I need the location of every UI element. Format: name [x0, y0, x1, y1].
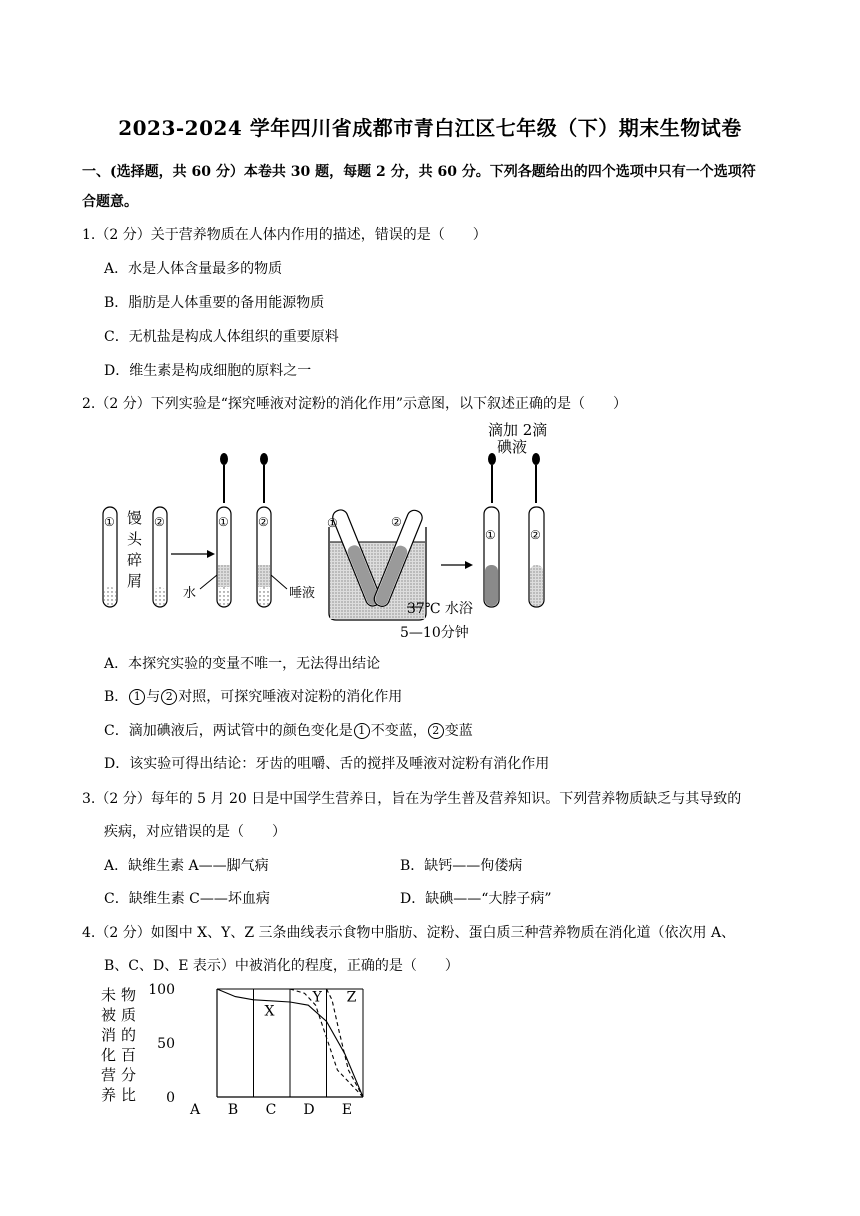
- series-z-label: Z: [346, 989, 357, 1006]
- y-tick-label: 50: [157, 1036, 175, 1052]
- question-1-option-c: C．无机盐是构成人体组织的重要原料: [104, 329, 339, 345]
- series-z-curve: [327, 989, 364, 1097]
- tube-1-label: ①: [104, 515, 115, 529]
- y-tick-label: 0: [166, 1090, 175, 1106]
- circled-1: 1: [354, 723, 370, 739]
- question-1-option-a: A．水是人体含量最多的物质: [104, 261, 283, 277]
- digestion-chart: [95, 980, 365, 1120]
- tube-2-label-b: ②: [258, 515, 269, 529]
- mantou-label-4: 屑: [127, 572, 143, 590]
- ylabel-char: 被: [101, 1006, 117, 1024]
- iodine-label-2: 碘液: [497, 438, 528, 456]
- tube-1-final: [484, 507, 499, 607]
- page-title: 2023-2024 学年四川省成都市青白江区七年级（下）期末生物试卷: [118, 116, 742, 140]
- question-3-stem: 3.（2 分）每年的 5 月 20 日是中国学生营养日，旨在为学生普及营养知识。下列营养物质缺乏与其导致的: [82, 791, 742, 807]
- section-heading-cont: 合题意。: [82, 194, 138, 210]
- x-category-label: B: [227, 1102, 239, 1118]
- question-3-stem-cont: 疾病，对应错误的是（ ）: [104, 824, 286, 840]
- tube-1-label-b: ①: [218, 515, 229, 529]
- ylabel-char: 养: [101, 1086, 117, 1104]
- question-2-option-a: A．本探究实验的变量不唯一，无法得出结论: [104, 656, 381, 672]
- x-category-label: D: [303, 1102, 315, 1118]
- arrow-1-head: [207, 550, 215, 558]
- water-label: 水: [183, 586, 197, 601]
- ylabel-char: 百: [121, 1046, 137, 1064]
- bath-temp-label: 37℃ 水浴: [407, 601, 473, 617]
- dropper-2: [260, 453, 268, 503]
- circled-2: 2: [428, 723, 444, 739]
- circled-1: 1: [129, 689, 145, 705]
- ylabel-char: 质: [121, 1006, 137, 1024]
- bath-time-label: 5—10分钟: [400, 625, 469, 641]
- question-4-stem-cont: B、C、D、E 表示）中被消化的程度，正确的是（ ）: [104, 958, 459, 974]
- ylabel-char: 未: [101, 986, 117, 1004]
- question-3-option-a: A．缺维生素 A——脚气病: [104, 858, 269, 874]
- question-2-option-c: C．滴加碘液后，两试管中的颜色变化是 1 不变蓝， 2 变蓝: [104, 723, 473, 739]
- ylabel-char: 分: [121, 1066, 137, 1084]
- x-category-label: E: [341, 1102, 353, 1118]
- tube-2-label-c: ②: [391, 515, 402, 529]
- question-1-option-d: D．维生素是构成细胞的原料之一: [104, 363, 312, 379]
- y-tick-label: 100: [148, 982, 175, 998]
- experiment-figure: [95, 415, 565, 645]
- x-category-label: A: [189, 1102, 201, 1118]
- mantou-label-1: 馒: [127, 509, 143, 527]
- x-category-label: C: [265, 1102, 277, 1118]
- tube-2-final: [529, 507, 544, 607]
- question-1-stem: 1.（2 分）关于营养物质在人体内作用的描述，错误的是（ ）: [82, 227, 487, 243]
- iodine-label-1: 滴加 2滴: [488, 421, 548, 439]
- series-y-label: Y: [312, 989, 322, 1006]
- mantou-label-2: 头: [127, 530, 143, 548]
- arrow-2-head: [465, 561, 473, 569]
- iodine-dropper-1: [488, 453, 496, 503]
- saliva-label: 唾液: [289, 586, 316, 601]
- question-3-option-c: C．缺维生素 C——坏血病: [104, 891, 270, 907]
- ylabel-char: 营: [101, 1066, 117, 1084]
- tube-2-label-d: ②: [530, 528, 541, 542]
- section-heading: 一、(选择题，共 60 分）本卷共 30 题，每题 2 分，共 60 分。下列各题给出的四个选项中只有一个选项符: [82, 164, 756, 180]
- tube-1-label-d: ①: [485, 528, 496, 542]
- question-3-option-d: D．缺碘——“大脖子病”: [400, 891, 552, 907]
- tube-1-label-c: ①: [327, 516, 338, 530]
- circled-2: 2: [161, 689, 177, 705]
- ylabel-char: 比: [121, 1086, 137, 1104]
- tube-2-label: ②: [154, 515, 165, 529]
- question-4-stem: 4.（2 分）如图中 X、Y、Z 三条曲线表示食物中脂肪、淀粉、蛋白质三种营养物质在消化道（依次用 A、: [82, 925, 736, 941]
- ylabel-char: 物: [121, 986, 137, 1004]
- series-x-label: X: [264, 1003, 275, 1020]
- iodine-dropper-2: [532, 453, 540, 503]
- question-2-option-d: D．该实验可得出结论：牙齿的咀嚼、舌的搅拌及唾液对淀粉有消化作用: [104, 756, 550, 772]
- ylabel-char: 的: [121, 1026, 137, 1044]
- question-2-stem: 2.（2 分）下列实验是“探究唾液对淀粉的消化作用”示意图，以下叙述正确的是（ ）: [82, 396, 628, 412]
- ylabel-char: 消: [101, 1026, 117, 1044]
- dropper-1: [220, 453, 228, 503]
- ylabel-char: 化: [101, 1046, 117, 1064]
- question-2-option-b: B． 1 与 2 对照，可探究唾液对淀粉的消化作用: [104, 689, 403, 705]
- mantou-label-3: 碎: [127, 551, 143, 569]
- question-3-option-b: B．缺钙——佝偻病: [400, 858, 523, 874]
- question-1-option-b: B．脂肪是人体重要的备用能源物质: [104, 295, 325, 311]
